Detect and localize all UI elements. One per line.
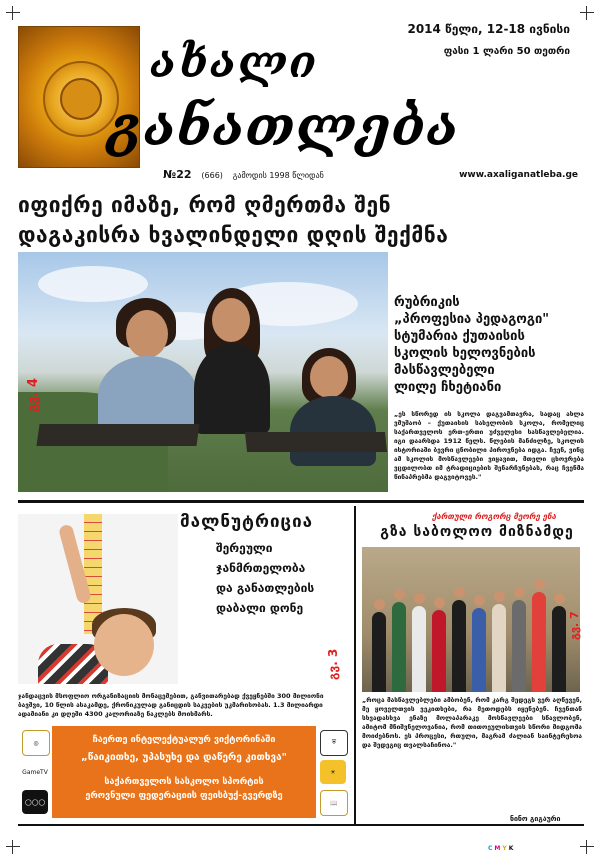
book-emblem-icon: 📖	[320, 790, 348, 816]
brand-title-line1: ახალი	[150, 37, 319, 88]
headline-line1: იფიქრე იმაზე, რომ ღმერთმა შენ	[18, 193, 392, 217]
quiz-banner[interactable]	[18, 726, 350, 818]
malnutrition-subtitle-line: შერეული	[216, 541, 273, 555]
sun-emblem-icon: ☀	[320, 760, 346, 784]
column-divider	[354, 506, 356, 824]
right-article-body: „როცა მასწავლებლები ამბობენ, რომ კარგ შედეგს ვერ აღწევენ, მე ყოველთვის ვეკითხები, რა მეთოდებს იყენებენ. ჩვენთან სხვადასხვა ენაზე მოლაპარაკე მოსწავლეები სწავლობენ, ამიტომ მნიშვნელოვანია, რომ თითოეულისთვის სწორი მიდგომა მოიძებნოს. ეს პროცესი, რთული, მაგრამ ძალიან საინტერესოა და შედეგიც თვალსაჩინოა."	[362, 696, 582, 749]
cmyk-print-mark	[488, 845, 515, 852]
rubric-block	[394, 294, 584, 396]
rubric-line: რუბრიკის	[394, 295, 460, 310]
section-kicker: ქართული როგორც მეორე ენა	[432, 512, 557, 521]
gametv-label: GameTV	[22, 768, 48, 776]
rubric-line: სკოლის ხელოვნების	[394, 346, 536, 361]
crop-mark	[580, 840, 594, 854]
headline-line2: დაგაკისრა ხვალინდელი დღის შექმნა	[18, 223, 449, 247]
gametv-logo	[22, 760, 48, 784]
cmyk-y: Y	[502, 845, 508, 852]
feature-quote: „ეს სწორედ ის სკოლა დაგვამთავრა, სადაც ახლა ვმუშაობ – ქუთაისის სახელობის სკოლა, რომელიც საქართველოს ერთ-ერთი უძველესი სასწავლებელია. იგი დაარსდა 1912 წელს. წლების მანძილზე, სკოლის ისტორიაში ბევრი ცნობილი პიროვნება იდგა. ჩვენ, ვინც ამ სკოლის მოსწავლეები ვიყავით, მთელი ცხოვრება ვცდილობთ იმ ტრადიციების შენარჩუნებას, რაც ჩვენმა წინაპრებმა დაგვიტოვეს."	[394, 410, 584, 481]
malnutrition-subtitle-line: დაბალი დონე	[216, 601, 304, 615]
rubric-line: მასწავლებელი	[394, 363, 495, 378]
rubric-line: „პროფესია პედაგოგი"	[394, 312, 550, 327]
section-divider	[18, 500, 584, 503]
rubric-line: ლილე ჩხეტიანი	[394, 380, 502, 395]
malnutrition-photo	[18, 514, 178, 684]
olympic-rings-icon: ◯◯◯	[22, 790, 48, 814]
malnutrition-subtitle-line: ჯანმრთელობა	[216, 561, 306, 575]
website-link[interactable]: www.axaliganatleba.ge	[459, 170, 578, 180]
banner-logos-right	[316, 726, 350, 818]
founded-text: გამოდის 1998 წლიდან	[232, 171, 324, 180]
main-headline	[18, 190, 584, 250]
feature-page-tag: გვ. 4	[26, 378, 41, 412]
banner-line3: საქართველოს სასკოლო სპორტის	[104, 777, 264, 787]
crop-mark	[580, 6, 594, 20]
cmyk-c: C	[488, 845, 494, 852]
banner-logos-left	[18, 726, 52, 818]
malnutrition-body: ჯანდაცვის მსოფლიო ორგანიზაციის მონაცემებით, განვითარებად ქვეყნებში 300 მილიონი ბავშვი, 10 წლის ასაკამდე, ქრონიკულად განიცდის საკვების უკმარისობას. 1.3 მილიარდი ადამიანი კი დღეში 4300 კალორიაზე ნაკლებს მოიხმარს.	[18, 692, 324, 718]
feature-photo	[18, 252, 388, 492]
issue-number-value: №22	[163, 168, 192, 181]
cmyk-k: K	[508, 845, 515, 852]
brand-title-line2: განათლება	[108, 94, 460, 158]
federation-seal-icon: ◎	[22, 730, 50, 756]
right-article-title: გზა საბოლოო მიზნამდე	[380, 524, 574, 540]
right-page-tag: გვ. 7	[568, 611, 581, 640]
issue-price: ფასი 1 ლარი 50 თეთრი	[443, 46, 570, 57]
group-photo	[362, 547, 580, 692]
malnutrition-subtitle	[216, 538, 314, 618]
rubric-line: სტუმარია ქუთაისის	[394, 329, 525, 344]
crop-mark	[6, 840, 20, 854]
banner-line2: „წაიკითხე, უპასუხე და დაწერე კითხვა"	[81, 752, 287, 763]
ministry-emblem-icon: ⛨	[320, 730, 348, 756]
issue-number	[163, 168, 324, 181]
sun-face-icon	[60, 78, 102, 120]
cmyk-m: M	[494, 845, 502, 852]
issue-date: 2014 წელი, 12-18 ივნისი	[407, 22, 570, 36]
malnutrition-subtitle-line: და განათლების	[216, 581, 315, 595]
article-author: ნინო გიგაური	[510, 815, 561, 823]
issue-number-extra: (666)	[201, 171, 223, 180]
banner-line1: ჩაერთე ინტელექტუალურ ვიქტორინაში	[92, 735, 276, 745]
malnutrition-title: მალნუტრიცია	[180, 512, 314, 532]
malnutrition-page-tag: გვ. 3	[326, 648, 340, 680]
crop-mark	[6, 6, 20, 20]
banner-line4: ეროვნული ფედერაციის ფეისბუქ-გვერდზე	[85, 791, 283, 801]
footer-divider	[18, 824, 584, 826]
